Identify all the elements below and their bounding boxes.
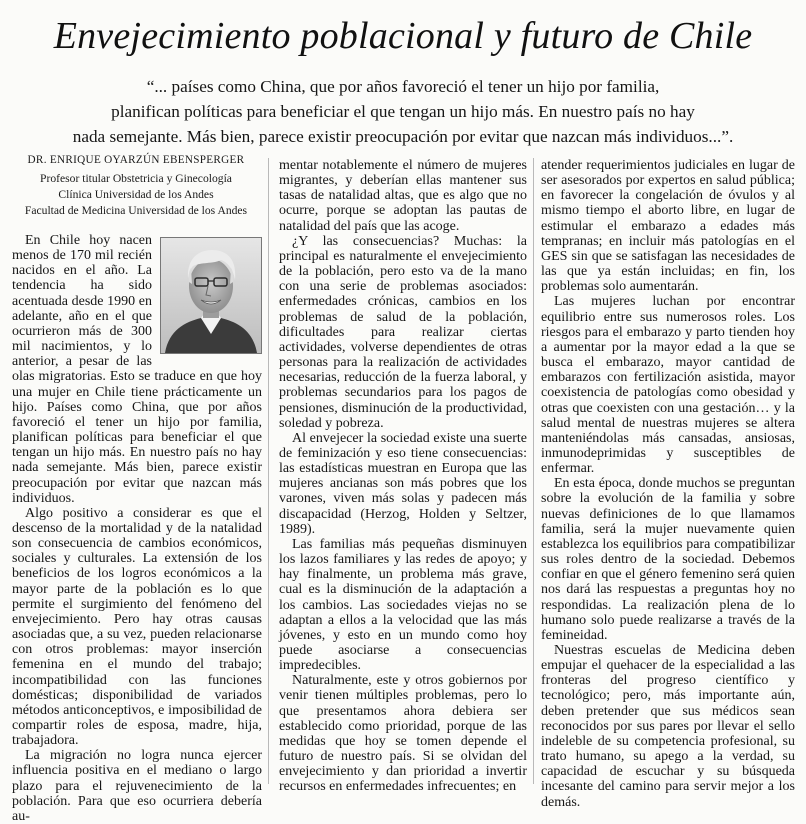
paragraph: Al envejecer la sociedad existe una suerte de feminización y eso tiene consecuencias: las estadísticas muestran en Europa que las mujeres ancianas son más pobres que los varones, viven más solas y padecen más discapacidad (Herzog, Holden y Seltzer, 1989). [279, 430, 527, 537]
author-clinic: Clínica Universidad de los Andes [58, 188, 214, 201]
article-column-2 [279, 158, 527, 795]
paragraph: En esta época, donde muchos se preguntan sobre la evolución de la familia y sobre nuevas definiciones de lo que llamamos familia, será la mujer nuevamente quien establezca los equilibrios para compatibilizar sus roles dentro de la sociedad. Debemos confiar en que el género femenino será quien nos dará las respuestas a preguntas hoy no respondidas. La realización plena de lo humano solo puede realizarse a través de la femineidad. [541, 476, 795, 643]
paragraph: Las familias más pequeñas disminuyen los lazos familiares y las redes de apoyo; y hay finalmente, un problema más grave, cual es la disminución de la adaptación a los cambios. Las sociedades viejas no se adaptan a ellos a la velocidad que las más jóvenes, y esto en un mundo como hoy puede asociarse a consecuencias impredecibles. [279, 536, 527, 674]
paragraph: ¿Y las consecuencias? Muchas: la principal es naturalmente el envejecimiento de la población, pero esto va de la mano con una serie de problemas asociados: enfermedades crónicas, cambios en los problemas de salud de la población, dificultades para realizar ciertas actividades, volverse dependientes de otras personas para la realización de actividades necesarias, reducción de la fuerza laboral, y problemas secundarios para los pagos de pensiones, disminución de la productividad, soledad y pobreza. [279, 233, 527, 431]
pull-quote-line: nada semejante. Más bien, parece existir preocupación por evitar que nazcan más individuos...”. [72, 127, 734, 146]
pull-quote-line: planifican políticas para beneficiar el que tengan un hijo más. En nuestro país no hay [111, 102, 695, 121]
column-divider [268, 158, 269, 784]
author-name: DR. ENRIQUE OYARZÚN EBENSPERGER [27, 154, 245, 166]
author-portrait-image [161, 238, 261, 353]
paragraph-text: En Chile hoy nacen menos de 170 mil recién nacidos en el año. La tendencia ha sido acentuada desde 1990 en adelante, año en el que ocurrieron más de 300 mil nacimientos, y lo anterior, a pesar de las olas migratorias. Esto se traduce en que hoy una mujer en Chile tiene prácticamente un hijo. Países como China, que por años favoreció el tener un hijo por familia, planifican políticas para beneficiar el que tengan un hijo más. En nuestro país no hay nada semejante. Más bien, parece existir preocupación por evitar que nazcan más individuos. [12, 233, 262, 506]
pull-quote-line: “... países como China, que por años favoreció el tener un hijo por familia, [146, 77, 660, 96]
pull-quote [0, 74, 806, 149]
paragraph: Algo positivo a considerar es que el descenso de la mortalidad y de la natalidad son consecuencia de cambios económicos, sociales y culturales. La extensión de los beneficios de los logros económicos a la mayor parte de la población es lo que permite el surgimiento del fenómeno del envejecimiento. Pero hay otras causas asociadas que, a su vez, pueden relacionarse con otros problemas: mayor inserción femenina en el mundo del trabajo; incompatibilidad con las funciones domésticas; disponibilidad de variados métodos anticonceptivos, e imposibilidad de compartir roles de esposa, madre, hija, trabajadora. [12, 505, 262, 749]
article-column-3 [541, 158, 795, 810]
column-divider [533, 158, 534, 784]
author-photo [160, 237, 262, 354]
author-byline [16, 152, 256, 219]
author-faculty: Facultad de Medicina Universidad de los Andes [24, 204, 248, 217]
paragraph: mentar notablemente el número de mujeres migrantes, y deberían ellas mantener sus tasas de natalidad altas, que es algo que no ocurre, porque se adoptan las pautas de natalidad del país que las acoge. [279, 158, 527, 234]
paragraph [12, 233, 262, 506]
paragraph: atender requerimientos judiciales en lugar de ser asesorados por expertos en salud pública; en favorecer la congelación de óvulos y al mismo tiempo el aborto libre, en lugar de estimular el embarazo a edades más tempranas; en incluir más patologías en el GES sin que se satisfagan las necesidades de las que ya están incluidas; en fin, los problemas solo aumentarán. [541, 158, 795, 295]
article-headline: Envejecimiento poblacional y futuro de Chile [53, 15, 753, 57]
article-column-1 [12, 233, 262, 824]
paragraph: La migración no logra nunca ejercer influencia positiva en el mediano o largo plazo para el rejuvenecimiento de la población. Para que eso ocurriera debería au- [12, 748, 262, 824]
paragraph: Naturalmente, este y otros gobiernos por venir tienen múltiples problemas, pero lo que presentamos ahora debiera ser establecido como prioridad, porque de las medidas que hoy se tomen depende el futuro de nuestro país. Si se olvidan del envejecimiento y dan prioridad a invertir recursos en enfermedades infrecuentes; en [279, 673, 527, 795]
paragraph: Las mujeres luchan por encontrar equilibrio entre sus numerosos roles. Los riesgos para el embarazo y parto tienden hoy a aumentar por la mayor edad a la que se busca el embarazo, mayor cantidad de embarazos con fertilización asistida, mayor coexistencia de patologías como obesidad y otras que coexisten con una gestación… y la salud mental de nuestras mujeres se altera manteniéndolas más cansadas, ansiosas, inmunodeprimidas y susceptibles de enfermar. [541, 294, 795, 477]
author-title: Profesor titular Obstetricia y Ginecología [40, 172, 232, 185]
paragraph: Nuestras escuelas de Medicina deben empujar el quehacer de la especialidad a las fronteras del progreso científico y tecnológico; pero, más importante aún, deben pretender que sus médicos sean reconocidos por sus pares por llevar el sello indeleble de su competencia profesional, su trato humano, su apego a la verdad, su capacidad de escuchar y su búsqueda incesante del camino para servir mejor a los demás. [541, 643, 795, 810]
